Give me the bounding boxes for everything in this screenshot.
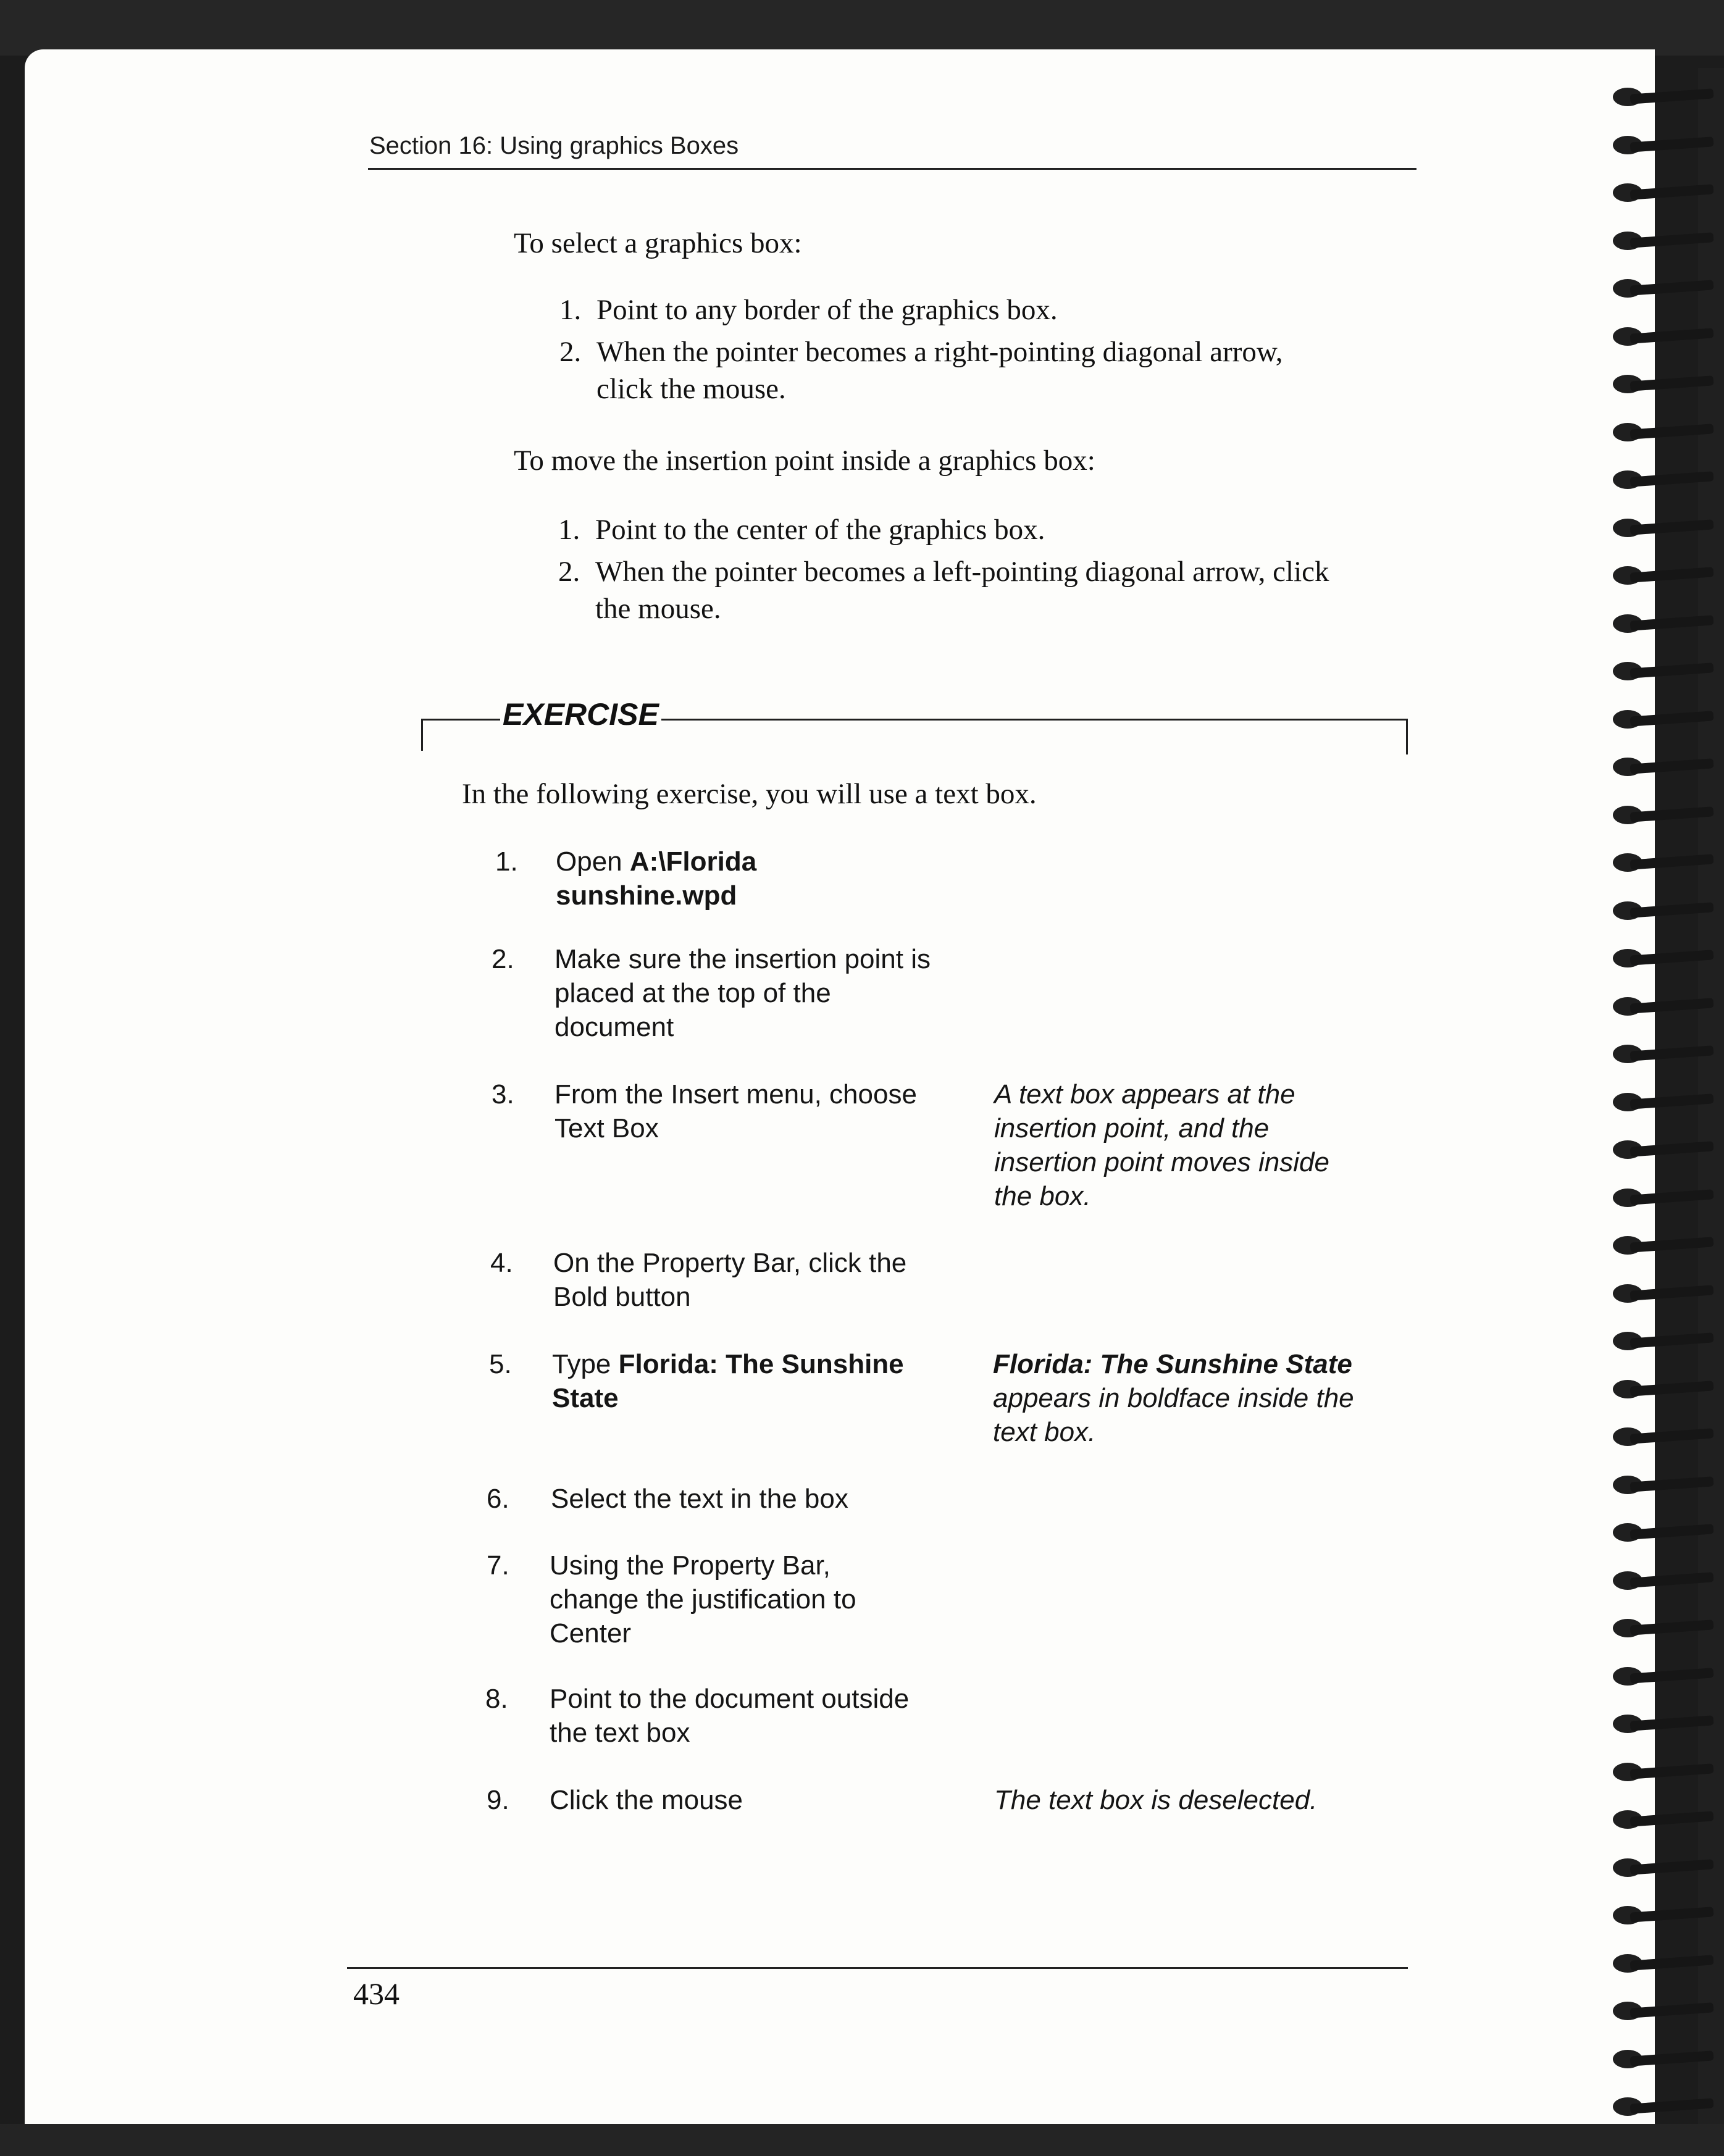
exercise-step-5-num: 5. (489, 1349, 512, 1379)
coil-wire (1630, 1811, 1714, 1826)
step-8-line-1: Point to the document outside (550, 1684, 910, 1714)
coil-wire (1630, 1763, 1714, 1779)
step-3-result-line-3: insertion point moves inside (994, 1147, 1329, 1177)
binding-coil (1605, 2049, 1714, 2070)
coil-wire (1630, 1907, 1714, 1922)
coil-wire (1630, 1715, 1714, 1731)
select-step-2-text: When the pointer becomes a right-pointing diagonal arrow, (596, 336, 1283, 368)
binding-coil (1605, 517, 1714, 538)
coil-wire (1630, 2050, 1714, 2066)
binding-coil (1605, 230, 1714, 251)
binding-coil (1605, 374, 1714, 395)
coil-wire (1630, 806, 1714, 822)
coil-wire (1630, 1428, 1714, 1444)
coil-wire (1630, 1572, 1714, 1587)
coil-wire (1630, 328, 1714, 343)
binding-coil (1605, 1953, 1714, 1974)
binding-coil (1605, 1092, 1714, 1113)
binding-coil (1605, 948, 1714, 969)
binding-coil (1605, 1283, 1714, 1304)
coil-wire (1630, 1381, 1714, 1396)
footer-rule (347, 1967, 1408, 1969)
binding-coil (1605, 278, 1714, 299)
binding-coil (1605, 1761, 1714, 1782)
step-7-line-1: Using the Property Bar, (550, 1550, 831, 1581)
binding-coil (1605, 1187, 1714, 1208)
step-4-line-1: On the Property Bar, click the (553, 1248, 907, 1278)
move-step-2-num: 2. (558, 556, 580, 588)
select-step-1-text: Point to any border of the graphics box. (596, 294, 1058, 326)
move-step-2-text: When the pointer becomes a left-pointing diagonal arrow, click (595, 556, 1329, 588)
step-3-result-line-1: A text box appears at the (994, 1079, 1295, 1109)
step-4-line-2: Bold button (553, 1282, 691, 1312)
coil-wire (1630, 1859, 1714, 1874)
step-1-filename: sunshine.wpd (556, 880, 737, 911)
binding-coil (1605, 1331, 1714, 1352)
binding-coil (1605, 86, 1714, 107)
coil-wire (1630, 1285, 1714, 1300)
spiral-binding (1605, 68, 1724, 2124)
binding-coil (1605, 422, 1714, 443)
coil-wire (1630, 567, 1714, 582)
binding-coil (1605, 2000, 1714, 2021)
coil-wire (1630, 711, 1714, 726)
select-step-2-text-cont: click the mouse. (596, 373, 786, 405)
coil-wire (1630, 375, 1714, 391)
binding-coil (1605, 135, 1714, 156)
exercise-step-3-instruction (554, 1077, 956, 1145)
page-number: 434 (353, 1976, 400, 2011)
binding-coil (1605, 1379, 1714, 1400)
exercise-step-8-num: 8. (485, 1684, 508, 1714)
exercise-step-9-num: 9. (487, 1785, 509, 1815)
exercise-frame-left (421, 719, 423, 751)
exercise-step-1-num: 1. (495, 846, 518, 877)
step-2-line-2: placed at the top of the (554, 978, 831, 1008)
binding-coil (1605, 661, 1714, 682)
coil-wire (1630, 1668, 1714, 1683)
coil-wire (1630, 184, 1714, 199)
coil-wire (1630, 1476, 1714, 1492)
binding-coil (1605, 2096, 1714, 2117)
binding-coil (1605, 1426, 1714, 1447)
binding-coil (1605, 900, 1714, 921)
coil-wire (1630, 471, 1714, 487)
coil-wire (1630, 1093, 1714, 1109)
move-step-2-text-cont: the mouse. (595, 593, 721, 625)
step-1-text-prefix: Open (556, 846, 630, 877)
coil-wire (1630, 1045, 1714, 1061)
binding-coil (1605, 182, 1714, 203)
step-3-result-line-4: the box. (994, 1181, 1091, 1211)
coil-wire (1630, 615, 1714, 630)
exercise-step-2-instruction (554, 942, 956, 1044)
binding-coil (1605, 1809, 1714, 1830)
coil-wire (1630, 136, 1714, 152)
coil-wire (1630, 854, 1714, 869)
exercise-intro: In the following exercise, you will use a text box. (462, 778, 1037, 810)
coil-wire (1630, 950, 1714, 965)
coil-wire (1630, 1237, 1714, 1252)
step-3-result-line-2: insertion point, and the (994, 1113, 1270, 1143)
exercise-step-4-num: 4. (490, 1248, 513, 1278)
move-insertion-intro: To move the insertion point inside a graphics box: (514, 445, 1095, 477)
binding-coil (1605, 1570, 1714, 1591)
scan-background-bottom (0, 2124, 1724, 2156)
exercise-title: EXERCISE (500, 696, 661, 732)
exercise-step-9-instruction: Click the mouse (550, 1785, 743, 1815)
binding-coil (1605, 326, 1714, 347)
select-step-2-num: 2. (559, 336, 582, 368)
step-5-result-line-3: text box. (993, 1417, 1096, 1447)
coil-wire (1630, 1189, 1714, 1205)
exercise-step-7-num: 7. (487, 1550, 509, 1581)
coil-wire (1630, 902, 1714, 917)
coil-wire (1630, 232, 1714, 248)
coil-wire (1630, 1619, 1714, 1635)
binding-coil (1605, 996, 1714, 1017)
coil-wire (1630, 1332, 1714, 1348)
exercise-step-4-instruction (553, 1246, 955, 1314)
exercise-step-2-num: 2. (492, 944, 514, 974)
binding-coil (1605, 565, 1714, 586)
exercise-frame-right (1406, 719, 1408, 754)
coil-wire (1630, 88, 1714, 104)
coil-wire (1630, 1141, 1714, 1156)
step-7-line-3: Center (550, 1618, 632, 1648)
binding-coil (1605, 1618, 1714, 1639)
binding-coil (1605, 1139, 1714, 1160)
binding-coil (1605, 852, 1714, 873)
exercise-step-3-result (994, 1077, 1402, 1213)
binding-coil (1605, 469, 1714, 490)
coil-wire (1630, 2002, 1714, 2018)
step-7-line-2: change the justification to (550, 1584, 856, 1615)
coil-wire (1630, 758, 1714, 774)
coil-wire (1630, 2098, 1714, 2113)
binding-coil (1605, 1522, 1714, 1543)
exercise-step-9-result: The text box is deselected. (994, 1785, 1318, 1815)
binding-coil (1605, 804, 1714, 825)
binding-coil (1605, 1235, 1714, 1256)
step-3-line-2: Text Box (554, 1113, 659, 1143)
move-step-1-num: 1. (558, 514, 580, 546)
step-5-typed-text-cont: State (552, 1383, 619, 1413)
binding-coil (1605, 1905, 1714, 1926)
move-step-1-text: Point to the center of the graphics box. (595, 514, 1045, 546)
exercise-step-3-num: 3. (492, 1079, 514, 1109)
coil-wire (1630, 998, 1714, 1013)
coil-wire (1630, 280, 1714, 295)
section-header: Section 16: Using graphics Boxes (369, 132, 739, 159)
coil-wire (1630, 424, 1714, 439)
select-step-1-num: 1. (559, 294, 582, 326)
binding-coil (1605, 613, 1714, 634)
exercise-step-8-instruction (550, 1682, 951, 1750)
step-5-text-prefix: Type (552, 1349, 619, 1379)
binding-coil (1605, 756, 1714, 777)
coil-wire (1630, 1524, 1714, 1539)
exercise-step-5-instruction (552, 1347, 953, 1415)
exercise-step-7-instruction (550, 1548, 951, 1650)
step-2-line-3: document (554, 1012, 674, 1042)
header-rule (368, 168, 1416, 170)
exercise-step-5-result (993, 1347, 1400, 1449)
step-8-line-2: the text box (550, 1718, 690, 1748)
select-box-intro: To select a graphics box: (514, 227, 802, 259)
step-3-line-1: From the Insert menu, choose (554, 1079, 917, 1109)
binding-coil (1605, 1666, 1714, 1687)
exercise-step-1-instruction (556, 845, 957, 913)
step-2-line-1: Make sure the insertion point is (554, 944, 931, 974)
step-1-path: A:\Florida (629, 846, 757, 877)
exercise-step-6-num: 6. (487, 1484, 509, 1514)
binding-coil (1605, 1713, 1714, 1734)
binding-coil (1605, 1043, 1714, 1064)
step-5-result-bold: Florida: The Sunshine State (993, 1349, 1352, 1379)
binding-coil (1605, 1857, 1714, 1878)
step-5-typed-text: Florida: The Sunshine (618, 1349, 904, 1379)
binding-coil (1605, 1474, 1714, 1495)
coil-wire (1630, 662, 1714, 678)
coil-wire (1630, 519, 1714, 535)
binding-coil (1605, 709, 1714, 730)
exercise-step-6-instruction: Select the text in the box (551, 1484, 848, 1514)
step-5-result-line-2: appears in boldface inside the (993, 1383, 1354, 1413)
scan-background-top (0, 0, 1724, 56)
coil-wire (1630, 1955, 1714, 1970)
